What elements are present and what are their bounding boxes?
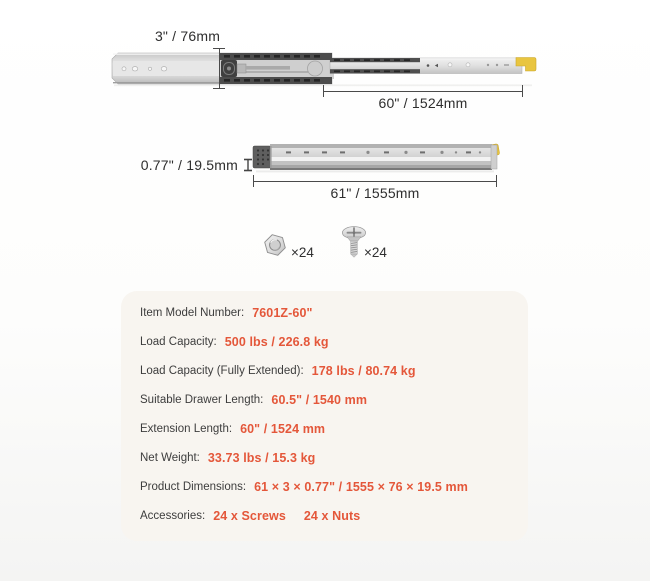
extension-dimension-tick-left xyxy=(323,85,324,97)
spec-label: Suitable Drawer Length: xyxy=(140,393,264,406)
spec-value: 24 x Screws xyxy=(213,509,286,524)
screw-count-label: ×24 xyxy=(364,245,387,260)
drawer-slide-closed-image xyxy=(250,138,502,178)
spec-row-model xyxy=(140,298,528,327)
spec-row-load-capacity-extended xyxy=(140,356,528,385)
spec-label: Load Capacity: xyxy=(140,335,217,348)
slide-extension-dimension-label: 60" / 1524mm xyxy=(378,95,468,111)
width-dimension-tick-bottom xyxy=(213,88,225,89)
width-dimension-tick-top xyxy=(213,48,225,49)
spec-label: Product Dimensions: xyxy=(140,481,247,494)
spec-value: 60" / 1524 mm xyxy=(240,421,326,436)
spec-value: 24 x Nuts xyxy=(303,509,361,524)
spec-panel xyxy=(121,291,528,541)
spec-row-product-dimensions xyxy=(140,473,528,502)
spec-label: Load Capacity (Fully Extended): xyxy=(140,364,304,377)
spec-label: Item Model Number: xyxy=(140,306,245,319)
spec-label: Extension Length: xyxy=(140,422,233,435)
spec-row-extension-length xyxy=(140,414,528,443)
hex-nut-icon xyxy=(261,231,289,259)
spec-row-net-weight xyxy=(140,443,528,472)
slide-width-dimension-label: 3" / 76mm xyxy=(154,28,221,44)
width-dimension-line xyxy=(219,48,220,89)
spec-value: 7601Z-60" xyxy=(252,305,313,320)
slide-height-dimension-label: 0.77" / 19.5mm xyxy=(140,157,238,173)
length-dimension-tick-right xyxy=(496,175,497,187)
extension-dimension-line xyxy=(323,91,523,92)
nut-count-label: ×24 xyxy=(291,245,314,260)
drawer-slide-extended-image xyxy=(108,50,538,88)
length-dimension-tick-left xyxy=(253,175,254,187)
spec-value: 178 lbs / 80.74 kg xyxy=(311,363,416,378)
spec-label: Accessories: xyxy=(140,510,206,523)
height-dimension-marker-icon xyxy=(242,158,254,172)
length-dimension-line xyxy=(253,181,497,182)
spec-row-drawer-length xyxy=(140,385,528,414)
spec-value: 500 lbs / 226.8 kg xyxy=(224,334,329,349)
spec-value: 33.73 lbs / 15.3 kg xyxy=(207,451,316,466)
slide-length-dimension-label: 61" / 1555mm xyxy=(330,185,420,201)
spec-row-load-capacity xyxy=(140,327,528,356)
spec-value: 60.5" / 1540 mm xyxy=(271,392,368,407)
spec-label: Net Weight: xyxy=(140,452,200,465)
extension-dimension-tick-right xyxy=(522,85,523,97)
spec-row-accessories xyxy=(140,502,528,531)
spec-value: 61 × 3 × 0.77" / 1555 × 76 × 19.5 mm xyxy=(254,480,468,495)
